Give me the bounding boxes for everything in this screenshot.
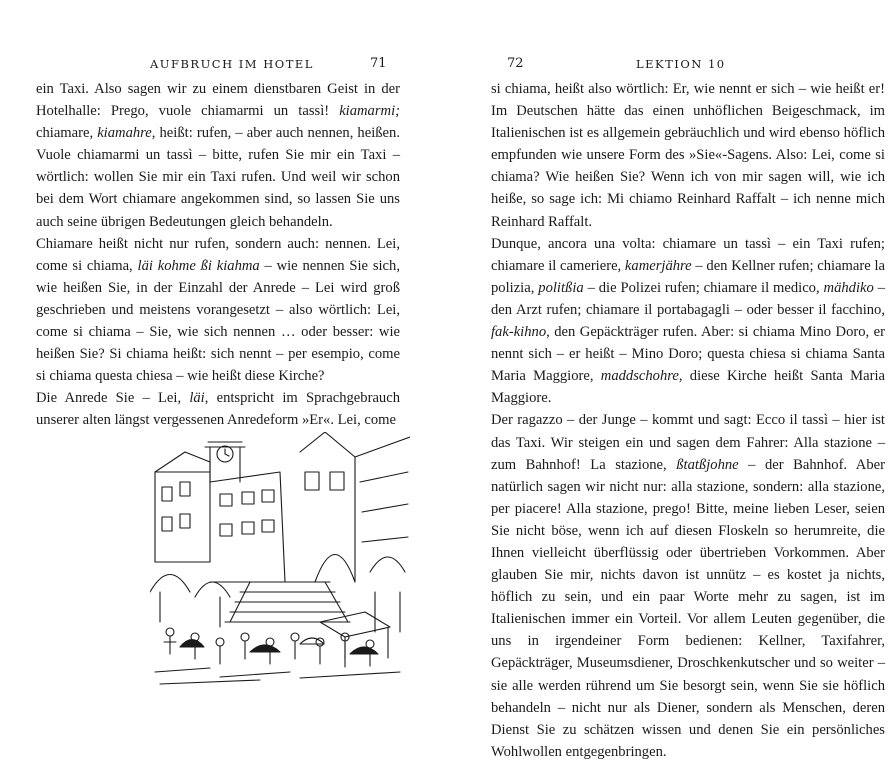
pronunciation: läi kohme ßi kiahma xyxy=(137,257,260,274)
paragraph: Die Anrede Sie – Lei, läi, entspricht im Sprachgebrauch unserer alten längst vergessenen Anredeform »Er«. Lei, come xyxy=(36,390,400,429)
paragraph: ein Taxi. Also sagen wir zu einem dienstbaren Geist in der Hotelhalle: Prego, vuole chiamarmi un tassì! kiamarmi; chiamare, kiamahre, heißt: rufen, – aber auch nennen, heißen. Vuole chiamarmi un tassì – bitte, rufen Sie mir ein Taxi – wörtlich: wollen Sie mir ein Taxi rufen. Und weil wir schon bei dem Wort chiamare angekommen sind, so lassen Sie uns auch seine übrigen Bedeutungen gleich behandeln. xyxy=(36,81,400,230)
running-head: AUFBRUCH IM HOTEL xyxy=(150,57,314,71)
pronunciation: politßia xyxy=(538,279,584,296)
paragraph: Chiamare heißt nicht nur rufen, sondern auch: nennen. Lei, come si chiama, läi kohme ßi kiahma – wie nennen Sie sich, wie heißen Sie, in der Einzahl der Anrede – Lei wird groß geschrieben und meistens vorangesetzt – also wörtlich: Lei, come si chiama – Sie, wie sich nennen … oder besser: wie heißen Sie? Si chiama heißt: sich nennt – per esempio, come si chiama questa chiesa – wie heißt diese Kirche? xyxy=(36,235,400,385)
street-scene-illustration xyxy=(150,432,410,687)
body-text xyxy=(491,78,885,763)
page-number: 72 xyxy=(507,56,524,71)
pronunciation: läi xyxy=(189,390,205,407)
pronunciation: mähdiko xyxy=(823,279,874,296)
pronunciation: kamerjähre xyxy=(624,257,692,274)
right-page xyxy=(445,0,890,769)
paragraph: si chiama, heißt also wörtlich: Er, wie nennt er sich – wie heißt er! Im Deutschen hätte das einen unhöflichen Beigeschmack, im Italienischen ist es allgemein gebräuchlich und wird ebenso höflich empfunden wie unsere Form des »Sie«-Sagens. Also: Lei, come si chiama? Wie heißen Sie? Wenn ich von mir sagen will, wie ich heiße, so sage ich: Mi chiamo Reinhard Raffalt – ich nenne mich Reinhard Raffalt. xyxy=(491,81,885,230)
pronunciation: kiamahre xyxy=(97,125,152,142)
pronunciation: ßtatßjohne xyxy=(676,456,739,473)
paragraph: Der ragazzo – der Junge – kommt und sagt: Ecco il tassì – hier ist das Taxi. Wir steigen ein und sagen dem Fahrer: Alla stazione – zum Bahnhof! La stazione, ßtatßjohne – der Bahnhof. Aber natürlich sagen wir nicht nur: alla stazione, sondern: alla stazione, per piacere! Alla stazione, prego! Bitte, meine lieben Leser, seien Sie nicht böse, wenn ich auf diesen Floskeln so herumreite, die Ihnen vielleicht überflüssig oder übertrieben Vorkommen. Aber glauben Sie mir, nichts davon ist unnütz – es kostet ja nichts, höflich zu sein, und ein paar Worte mehr zu sagen, ist im Italienischen immer ein Vorteil. Vor allem Leuten gegenüber, die uns in irgendeiner Form bedienen: Kellner, Taxifahrer, Gepäckträger, Museumsdiener, Droschkenkutscher und so weiter – sie alle werden rührend um Sie besorgt sein, wenn Sie sie höflich behandeln – nicht nur als Diener, sondern als Menschen, deren Dienst Sie zu schätzen wissen und denen Sie ein persönliches Wohlwollen entgegenbringen. xyxy=(491,412,885,760)
body-text xyxy=(36,78,400,432)
running-head: LEKTION 10 xyxy=(636,57,726,71)
pronunciation: fak-kihno xyxy=(491,324,547,341)
paragraph: Dunque, ancora una volta: chiamare un tassì – ein Taxi rufen; chiamare il cameriere, kamerjähre – den Kellner rufen; chiamare la polizia, politßia – die Polizei rufen; chiamare il medico, mähdiko – den Arzt rufen; chiamare il portabagagli – oder besser il facchino, fak-kihno, den Gepäckträger rufen. Aber: si chiama Mino Doro, er nennt sich – er heißt – Mino Doro; questa chiesa si chiama Santa Maria Maggiore, maddschohre, diese Kirche heißt Santa Maria Maggiore. xyxy=(491,235,886,407)
pronunciation: maddschohre xyxy=(600,368,679,385)
pronunciation: kiamarmi; xyxy=(339,103,400,120)
page-number: 71 xyxy=(370,56,387,71)
